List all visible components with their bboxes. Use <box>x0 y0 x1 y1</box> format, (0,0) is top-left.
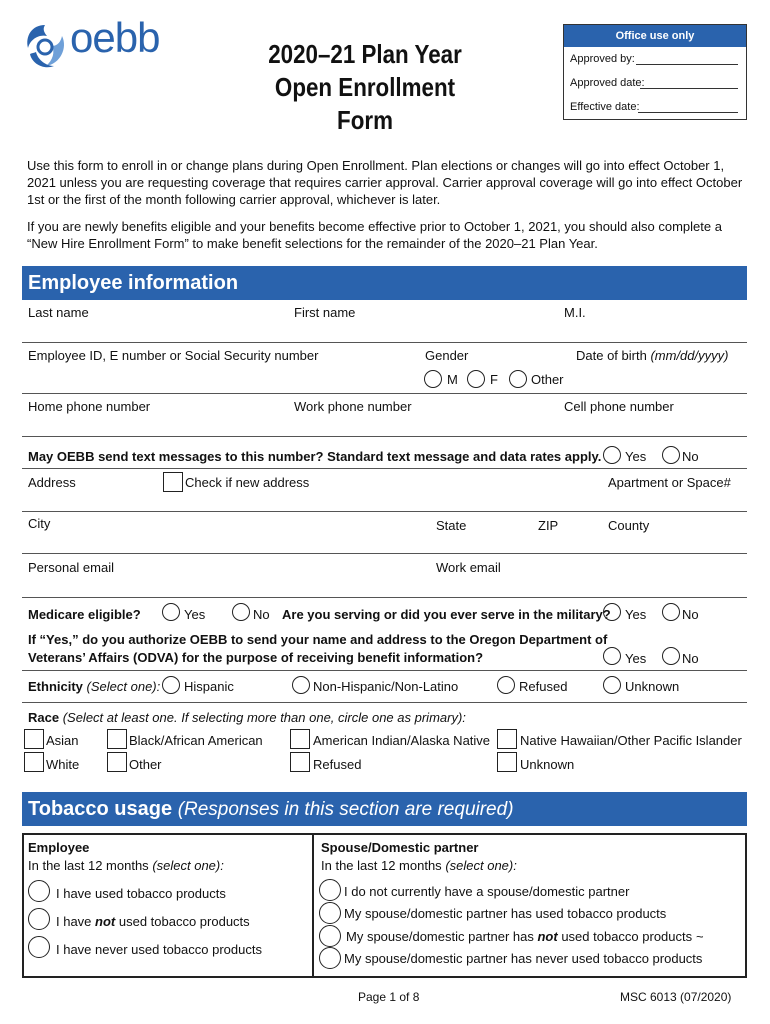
odva-yes-label: Yes <box>625 651 647 666</box>
race-black-checkbox[interactable] <box>107 729 127 749</box>
approved-date-label: Approved date: <box>570 77 645 89</box>
divider <box>22 342 747 343</box>
state-label: State <box>436 518 467 533</box>
odva-no-radio[interactable] <box>662 647 680 665</box>
tobacco-title: Tobacco usage <box>28 798 173 820</box>
office-use-heading: Office use only <box>564 25 746 47</box>
sp-never-used-tobacco-label: My spouse/domestic partner has never used tobacco products <box>344 951 703 966</box>
gender-other-label: Other <box>531 372 564 387</box>
race-black-label: Black/African American <box>129 733 263 748</box>
race-white-checkbox[interactable] <box>24 752 44 772</box>
title-line-1: 2020–21 Plan Year <box>268 39 462 69</box>
sp-opt3-part-b: not <box>537 929 558 944</box>
tobacco-divider <box>312 833 314 978</box>
approved-by-line[interactable] <box>636 64 738 65</box>
divider <box>22 553 747 554</box>
text-yes-label: Yes <box>625 449 647 464</box>
county-label: County <box>608 518 650 533</box>
tobacco-spouse-select-one: (select one): <box>445 858 517 873</box>
race-refused-checkbox[interactable] <box>290 752 310 772</box>
ethnicity-refused-radio[interactable] <box>497 676 515 694</box>
tilde-mark: ~ <box>696 929 704 944</box>
sp-opt3-part-a: My spouse/domestic partner has <box>346 929 538 944</box>
dob-text: Date of birth <box>576 348 647 363</box>
text-yes-radio[interactable] <box>603 446 621 464</box>
ethnicity-unknown-radio[interactable] <box>603 676 621 694</box>
race-text: Race <box>28 710 60 725</box>
odva-question-line-1: If “Yes,” do you authorize OEBB to send your name and address to the Oregon Department of <box>28 632 608 647</box>
ethnicity-hint: (Select one): <box>86 679 161 694</box>
logo-text: oebb <box>70 14 160 61</box>
divider <box>22 702 747 703</box>
last-name-label: Last name <box>28 305 89 320</box>
intro-paragraph-2: If you are newly benefits eligible and your benefits become effective prior to October 1, 2021, you should also complete a “New Hire Enrollment Form” to make benefit selections for the remainder of the 2020–21 Plan Year. <box>27 219 722 251</box>
office-use-box <box>563 24 747 120</box>
gender-label: Gender <box>425 348 469 363</box>
tobacco-employee-sub <box>28 858 224 873</box>
race-unknown-label: Unknown <box>520 757 575 772</box>
new-address-checkbox[interactable] <box>163 472 183 492</box>
emp-never-used-tobacco-label: I have never used tobacco products <box>56 942 262 957</box>
oebb-swirl-icon <box>22 22 68 72</box>
race-other-label: Other <box>129 757 162 772</box>
race-unknown-checkbox[interactable] <box>497 752 517 772</box>
apartment-label: Apartment or Space# <box>608 475 731 490</box>
emp-never-used-tobacco-radio[interactable] <box>28 936 50 958</box>
personal-email-label: Personal email <box>28 560 114 575</box>
divider <box>22 670 747 671</box>
first-name-label: First name <box>294 305 356 320</box>
gender-other-radio[interactable] <box>509 370 527 388</box>
ethnicity-text: Ethnicity <box>28 679 83 694</box>
divider <box>22 511 747 512</box>
approved-date-line[interactable] <box>640 88 738 89</box>
tobacco-note: (Responses in this section are required) <box>177 799 514 820</box>
tobacco-heading <box>22 792 747 826</box>
title-line-2: Open Enrollment Form <box>274 72 456 135</box>
employee-info-title: Employee information <box>28 272 239 294</box>
odva-yes-radio[interactable] <box>603 647 621 665</box>
tobacco-employee-select-one: (select one): <box>152 858 224 873</box>
race-asian-checkbox[interactable] <box>24 729 44 749</box>
emp-opt2-part-c: used tobacco products <box>115 914 250 929</box>
sp-never-used-tobacco-radio[interactable] <box>319 947 341 969</box>
form-title <box>249 38 481 137</box>
tobacco-spouse-heading: Spouse/Domestic partner <box>321 840 479 855</box>
approved-by-row[interactable] <box>564 47 746 71</box>
ethnicity-refused-label: Refused <box>519 679 568 694</box>
sp-not-used-tobacco-radio[interactable] <box>319 925 341 947</box>
gender-f-radio[interactable] <box>467 370 485 388</box>
divider <box>22 393 747 394</box>
medicare-no-radio[interactable] <box>232 603 250 621</box>
page-number: Page 1 of 8 <box>358 990 420 1004</box>
text-message-question: May OEBB send text messages to this number? Standard text message and data rates apply. <box>28 449 602 464</box>
military-no-label: No <box>682 607 699 622</box>
form-code: MSC 6013 (07/2020) <box>620 990 732 1004</box>
race-native-hawaiian-label: Native Hawaiian/Other Pacific Islander <box>520 733 742 748</box>
address-label: Address <box>28 475 76 490</box>
employee-id-label: Employee ID, E number or Social Security number <box>28 348 319 363</box>
dob-format: (mm/dd/yyyy) <box>650 348 729 363</box>
tobacco-employee-heading: Employee <box>28 840 90 855</box>
military-yes-radio[interactable] <box>603 603 621 621</box>
home-phone-label: Home phone number <box>28 399 151 414</box>
divider <box>22 468 747 469</box>
ethnicity-hispanic-label: Hispanic <box>184 679 234 694</box>
race-native-hawaiian-checkbox[interactable] <box>497 729 517 749</box>
work-email-label: Work email <box>436 560 501 575</box>
tobacco-employee-sub-text: In the last 12 months <box>28 858 149 873</box>
sp-opt3-part-c: used tobacco products <box>557 929 693 944</box>
sp-used-tobacco-radio[interactable] <box>319 902 341 924</box>
military-question: Are you serving or did you ever serve in the military? <box>282 607 611 622</box>
gender-f-label: F <box>490 372 498 387</box>
emp-not-used-tobacco-radio[interactable] <box>28 908 50 930</box>
odva-question-line-2: Veterans’ Affairs (ODVA) for the purpose of receiving benefit information? <box>28 650 484 665</box>
dob-label <box>576 348 728 363</box>
ethnicity-non-hispanic-radio[interactable] <box>292 676 310 694</box>
approved-date-row[interactable] <box>564 71 746 95</box>
sp-used-tobacco-label: My spouse/domestic partner has used tobacco products <box>344 906 667 921</box>
effective-date-line[interactable] <box>638 112 738 113</box>
race-label <box>28 710 466 725</box>
tobacco-spouse-sub <box>321 858 517 873</box>
mi-label: M.I. <box>564 305 586 320</box>
military-no-radio[interactable] <box>662 603 680 621</box>
gender-m-radio[interactable] <box>424 370 442 388</box>
odva-no-label: No <box>682 651 699 666</box>
employee-info-heading <box>22 266 747 300</box>
sp-no-partner-radio[interactable] <box>319 879 341 901</box>
ethnicity-label <box>28 679 160 694</box>
race-american-indian-checkbox[interactable] <box>290 729 310 749</box>
divider <box>22 436 747 437</box>
sp-no-partner-label: I do not currently have a spouse/domestic partner <box>344 884 630 899</box>
emp-not-used-tobacco-label <box>56 914 250 929</box>
ethnicity-hispanic-radio[interactable] <box>162 676 180 694</box>
medicare-yes-radio[interactable] <box>162 603 180 621</box>
divider <box>22 597 747 598</box>
text-no-label: No <box>682 449 699 464</box>
ethnicity-non-hispanic-label: Non-Hispanic/Non-Latino <box>313 679 459 694</box>
effective-date-label: Effective date: <box>570 101 640 113</box>
race-american-indian-label: American Indian/Alaska Native <box>313 733 491 748</box>
approved-by-label: Approved by: <box>570 53 635 65</box>
ethnicity-unknown-label: Unknown <box>625 679 680 694</box>
effective-date-row[interactable] <box>564 95 746 119</box>
race-hint: (Select at least one. If selecting more than one, circle one as primary): <box>62 710 466 725</box>
race-refused-label: Refused <box>313 757 362 772</box>
medicare-yes-label: Yes <box>184 607 206 622</box>
zip-label: ZIP <box>538 518 559 533</box>
emp-used-tobacco-label: I have used tobacco products <box>56 886 226 901</box>
emp-used-tobacco-radio[interactable] <box>28 880 50 902</box>
text-no-radio[interactable] <box>662 446 680 464</box>
work-phone-label: Work phone number <box>294 399 412 414</box>
new-address-label: Check if new address <box>185 475 310 490</box>
medicare-no-label: No <box>253 607 270 622</box>
race-other-checkbox[interactable] <box>107 752 127 772</box>
cell-phone-label: Cell phone number <box>564 399 674 414</box>
tobacco-spouse-sub-text: In the last 12 months <box>321 858 442 873</box>
emp-opt2-part-b: not <box>95 914 116 929</box>
race-white-label: White <box>46 757 80 772</box>
gender-m-label: M <box>447 372 458 387</box>
military-yes-label: Yes <box>625 607 647 622</box>
sp-not-used-tobacco-label <box>346 929 692 944</box>
intro-paragraph-1: Use this form to enroll in or change plans during Open Enrollment. Plan elections or changes will go into effect October 1, 2021 unless you are requesting coverage that requires carrier approval. Carrier approval coverage will go into effect October 1st or the first of the month following carrier approval, whichever is later. <box>27 158 743 207</box>
city-label: City <box>28 516 51 531</box>
emp-opt2-part-a: I have <box>56 914 96 929</box>
medicare-label: Medicare eligible? <box>28 607 141 622</box>
race-asian-label: Asian <box>46 733 79 748</box>
